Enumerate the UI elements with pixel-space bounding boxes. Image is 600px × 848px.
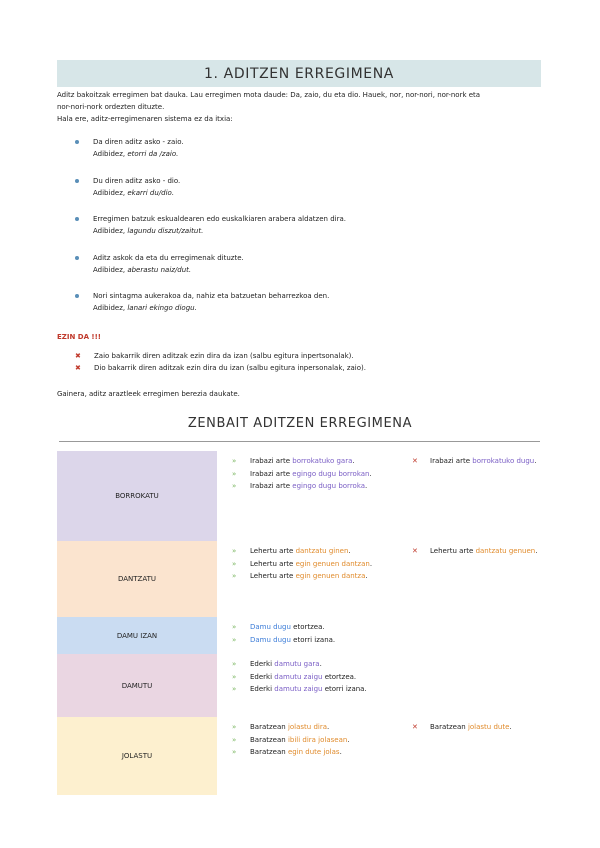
example-segment: etortzea. [290, 623, 325, 631]
double-chevron-right-icon: » [232, 685, 237, 693]
rule-bullet-item [75, 290, 535, 329]
correct-example [232, 480, 382, 493]
outro-text: Gainera, aditz araztleek erregimen berezia daukate. [57, 390, 240, 398]
correct-example [232, 570, 382, 583]
example-segment: . [348, 547, 351, 555]
example-segment: . [365, 482, 368, 490]
verb-regime-table [57, 451, 543, 795]
correct-example [232, 468, 382, 481]
example-segment: . [369, 469, 372, 478]
correct-example [232, 734, 382, 747]
example-segment: Baratzean [250, 723, 288, 731]
verb-phrase: egin genuen dantzan [295, 559, 370, 568]
example-prefix: Adibidez, [93, 227, 128, 235]
example-segment: etorri izana. [290, 635, 336, 644]
double-chevron-right-icon: » [232, 482, 237, 490]
intro-paragraph [57, 89, 543, 125]
verb-label: DANTZATU [57, 541, 217, 617]
correct-column [217, 621, 382, 650]
verb-phrase: dantzatu genuen [475, 547, 536, 555]
correct-example [232, 658, 382, 671]
correct-example [232, 558, 382, 571]
incorrect-column [382, 721, 552, 791]
example-segment: Irabazi arte [430, 457, 473, 465]
intro-line: Hala ere, aditz-erregimenaren sistema ez da itxia: [57, 115, 233, 123]
verb-label: JOLASTU [57, 717, 217, 795]
page-title: 1. ADITZEN ERREGIMENA [204, 65, 394, 82]
rule-text: Erregimen batzuk eskualdearen edo euskalkiaren arabera aldatzen dira. [93, 215, 346, 223]
bullet-dot-icon [75, 140, 79, 144]
example-segment: Ederki [250, 685, 275, 693]
verb-row [57, 451, 543, 541]
rule-bullet-item [75, 252, 535, 291]
example-segment: Irabazi arte [250, 482, 293, 490]
rule-bullet-item [75, 136, 535, 175]
example-segment: Lehertu arte [430, 547, 476, 555]
example-segment: Baratzean [250, 735, 288, 744]
rule-example [93, 264, 535, 276]
double-chevron-right-icon: » [232, 735, 237, 744]
verb-phrase: damutu zaigu [274, 685, 323, 693]
example-text: lanari ekingo diogu. [127, 304, 197, 312]
verb-phrase: egin dute jolas [287, 748, 340, 756]
ezin-item-text: Dio bakarrik diren aditzak ezin dira du izan (salbu egitura inpersonalak, zaio). [94, 364, 366, 372]
cross-icon: ✕ [412, 547, 418, 555]
correct-example [232, 455, 382, 468]
rule-text: Aditz askok da eta du erregimenak dituzte. [93, 253, 244, 262]
double-chevron-right-icon: » [232, 660, 237, 668]
title-banner [57, 60, 541, 87]
double-chevron-right-icon: » [232, 623, 237, 631]
example-prefix: Adibidez, [93, 265, 128, 274]
rule-example [93, 148, 535, 160]
verb-phrase: Damu dugu [250, 623, 291, 631]
verb-phrase: damutu gara [274, 660, 320, 668]
incorrect-column [382, 658, 552, 713]
example-prefix: Adibidez, [93, 188, 128, 197]
bullet-dot-icon [75, 294, 79, 298]
rule-example [93, 225, 535, 237]
incorrect-example [412, 721, 552, 734]
example-segment: Baratzean [250, 748, 288, 756]
verb-phrase: borrokatuko dugu [472, 457, 535, 465]
verb-phrase: dantzatu ginen [295, 547, 349, 555]
rule-bullet-item [75, 175, 535, 214]
verb-phrase: jolastu dute [467, 723, 510, 731]
intro-line: nor-nori-nork ordezten dituzte. [57, 103, 165, 111]
bullet-dot-icon [75, 256, 79, 260]
section-title: ZENBAIT ADITZEN ERREGIMENA [187, 416, 413, 431]
correct-example [232, 746, 382, 759]
example-text: aberastu naiz/dut. [127, 265, 192, 274]
double-chevron-right-icon: » [232, 547, 237, 555]
correct-example [232, 545, 382, 558]
correct-column [217, 658, 382, 713]
example-text: lagundu diszut/zaitut. [127, 227, 204, 235]
double-chevron-right-icon: » [232, 672, 237, 681]
verb-label: DAMU IZAN [57, 617, 217, 654]
correct-example [232, 683, 382, 696]
incorrect-column [382, 545, 552, 613]
example-prefix: Adibidez, [93, 150, 128, 158]
example-segment: . [365, 572, 368, 580]
cross-icon: ✕ [412, 457, 418, 465]
bullet-dot-icon [75, 179, 79, 183]
example-segment: . [347, 735, 350, 744]
cross-icon: ✖ [75, 364, 81, 372]
example-segment: . [339, 748, 342, 756]
correct-example [232, 721, 382, 734]
example-segment: Lehertu arte [250, 572, 296, 580]
example-segment: etortzea. [322, 672, 357, 681]
correct-column [217, 721, 382, 791]
example-segment: . [535, 547, 538, 555]
verb-row [57, 541, 543, 617]
ezin-item-text: Zaio bakarrik diren aditzak ezin dira da izan (salbu egitura inpertsonalak). [94, 352, 354, 360]
verb-phrase: borrokatuko gara [292, 457, 353, 465]
ezin-item [75, 362, 366, 374]
correct-example [232, 621, 382, 634]
example-segment: Lehertu arte [250, 547, 296, 555]
incorrect-example [412, 455, 552, 468]
rule-text: Da diren aditz asko - zaio. [93, 138, 184, 146]
example-segment: . [352, 457, 355, 465]
rule-example [93, 302, 535, 314]
example-segment: Irabazi arte [250, 469, 293, 478]
rule-text: Du diren aditz asko - dio. [93, 176, 181, 185]
example-segment: Irabazi arte [250, 457, 293, 465]
example-segment: . [369, 559, 373, 568]
double-chevron-right-icon: » [232, 635, 237, 644]
correct-example [232, 634, 382, 647]
verb-phrase: Damu dugu [250, 635, 291, 644]
double-chevron-right-icon: » [232, 723, 237, 731]
example-prefix: Adibidez, [93, 304, 128, 312]
example-segment: . [327, 723, 330, 731]
intro-line: Aditz bakoitzak erregimen bat dauka. Lau erregimen mota daude: Da, zaio, du eta dio. Hauek, nor, nor-nori, nor-nork eta [57, 91, 481, 99]
verb-row [57, 617, 543, 654]
incorrect-example [412, 545, 552, 558]
rule-example [93, 187, 535, 199]
example-segment: Ederki [250, 672, 275, 681]
example-segment: Ederki [250, 660, 275, 668]
verb-phrase: jolastu dira [287, 723, 328, 731]
example-segment: . [509, 723, 512, 731]
double-chevron-right-icon: » [232, 748, 237, 756]
correct-column [217, 545, 382, 613]
rule-bullet-item [75, 213, 535, 252]
example-segment: . [534, 457, 537, 465]
double-chevron-right-icon: » [232, 559, 237, 568]
double-chevron-right-icon: » [232, 457, 237, 465]
example-segment: Lehertu arte [250, 559, 296, 568]
verb-phrase: egingo dugu borrokan [292, 469, 370, 478]
example-segment: . [319, 660, 322, 668]
incorrect-column [382, 621, 552, 650]
verb-phrase: ibili dira jolasean [287, 735, 348, 744]
verb-phrase: damutu zaigu [274, 672, 323, 681]
double-chevron-right-icon: » [232, 469, 237, 478]
bullet-dot-icon [75, 217, 79, 221]
rules-bullet-list [75, 136, 535, 329]
verb-phrase: egingo dugu borroka [292, 482, 366, 490]
example-text: ekarri du/dio. [127, 188, 175, 197]
ezin-da-heading: EZIN DA !!! [57, 333, 101, 341]
correct-column [217, 455, 382, 537]
verb-row [57, 654, 543, 717]
verb-phrase: egin genuen dantza [295, 572, 366, 580]
ezin-item [75, 350, 366, 362]
correct-example [232, 671, 382, 684]
rule-text: Nori sintagma aukerakoa da, nahiz eta batzuetan beharrezkoa den. [93, 292, 330, 300]
example-segment: Baratzean [430, 723, 468, 731]
section-divider [59, 441, 540, 442]
double-chevron-right-icon: » [232, 572, 237, 580]
incorrect-column [382, 455, 552, 537]
ezin-da-list [75, 350, 366, 374]
cross-icon: ✖ [75, 352, 81, 360]
example-text: etorri da /zaio. [127, 150, 179, 158]
verb-label: BORROKATU [57, 451, 217, 541]
cross-icon: ✕ [412, 723, 418, 731]
example-segment: etorri izana. [322, 685, 367, 693]
verb-row [57, 717, 543, 795]
verb-label: DAMUTU [57, 654, 217, 717]
